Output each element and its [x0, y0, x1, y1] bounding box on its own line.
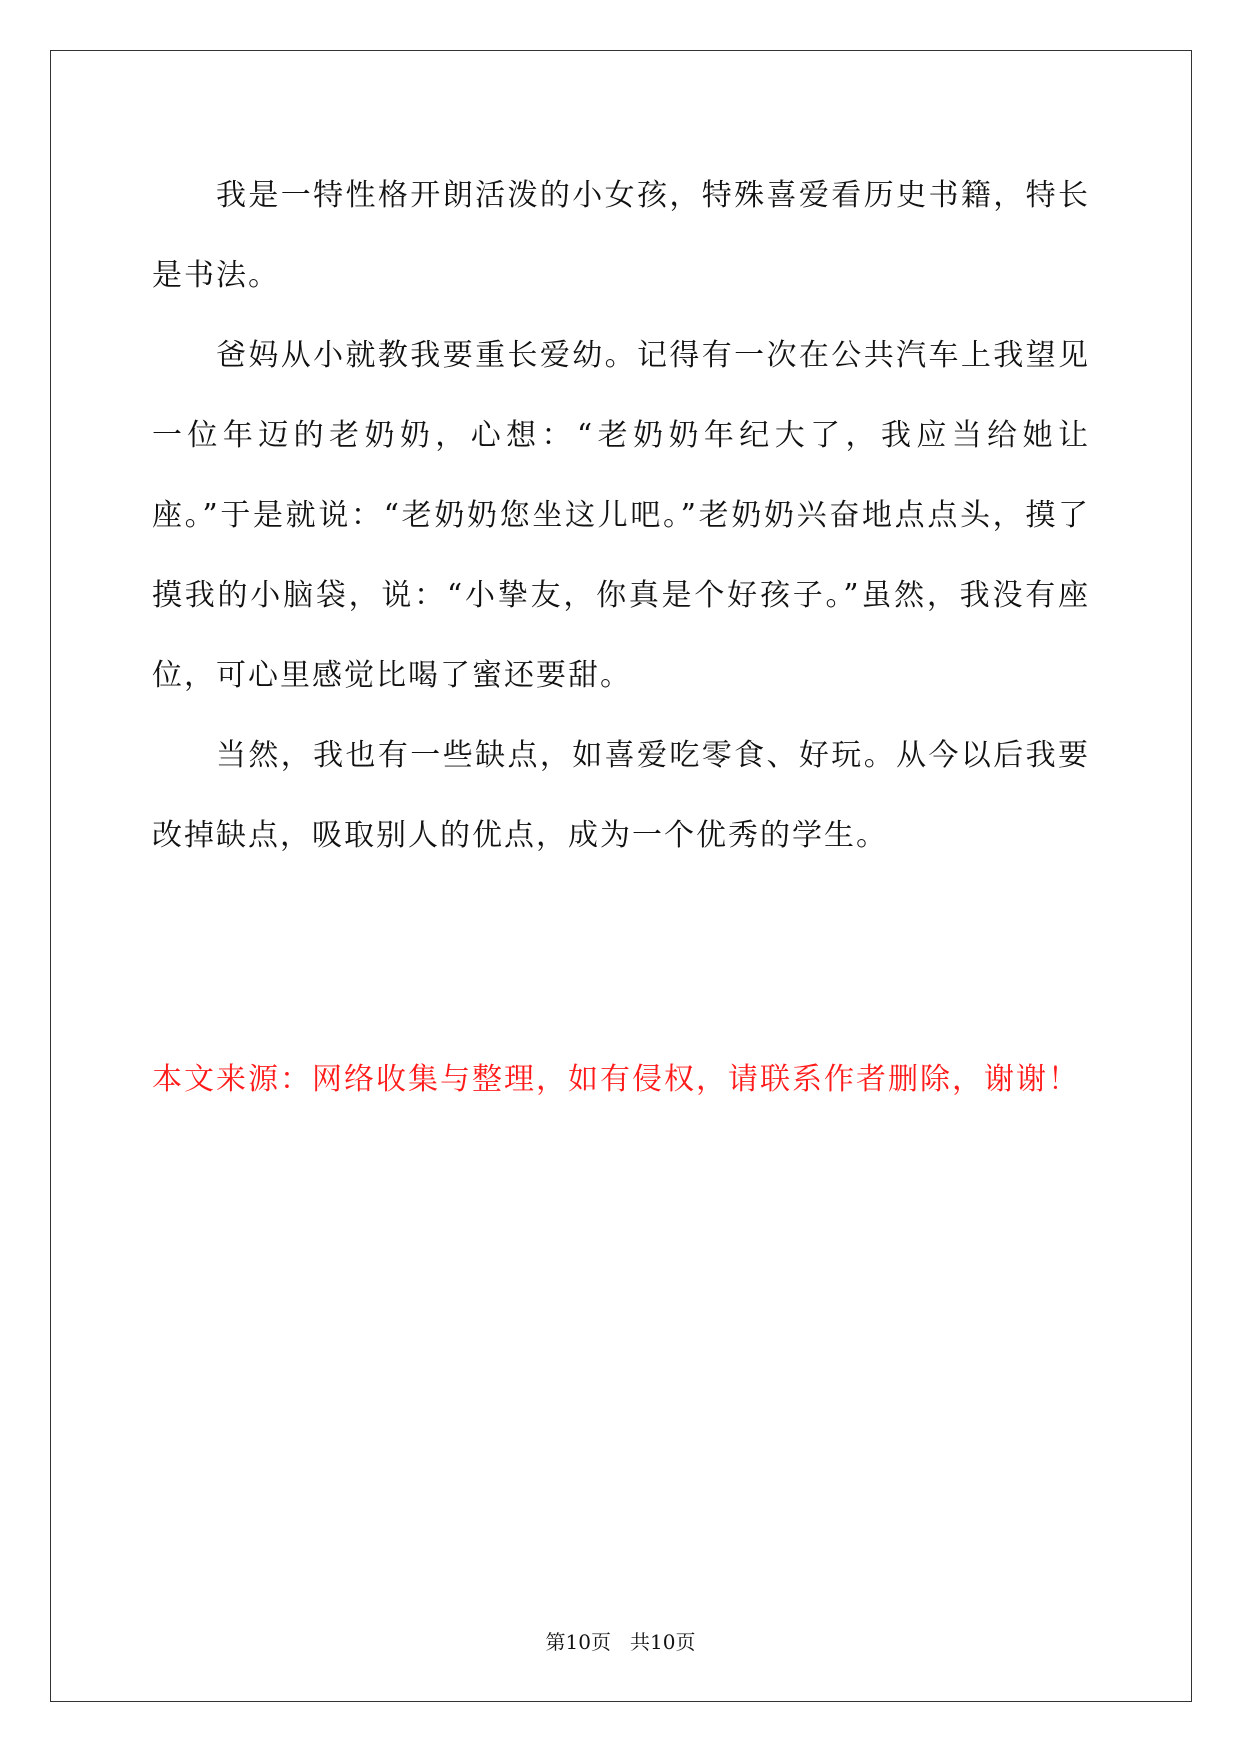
- paragraph-3: 当然，我也有一些缺点，如喜爱吃零食、好玩。从今以后我要改掉缺点，吸取别人的优点，成为一个优秀的学生。: [152, 738, 1090, 853]
- paragraph-2: 爸妈从小就教我要重长爱幼。记得有一次在公共汽车上我望见一位年迈的老奶奶，心想：“老奶奶年纪大了，我应当给她让座。”于是就说：“老奶奶您坐这儿吧。”老奶奶兴奋地点点头，摸了摸我的小脑袋，说：“小挚友，你真是个好孩子。”虽然，我没有座位，可心里感觉比喝了蜜还要甜。: [152, 338, 1090, 693]
- source-note: 本文来源：网络收集与整理，如有侵权，请联系作者删除，谢谢！: [152, 1062, 1080, 1097]
- paragraph-1: 我是一特性格开朗活泼的小女孩，特殊喜爱看历史书籍，特长是书法。: [152, 178, 1090, 293]
- document-body: [152, 156, 1090, 876]
- page-number-footer: 第10页 共10页: [545, 1630, 696, 1654]
